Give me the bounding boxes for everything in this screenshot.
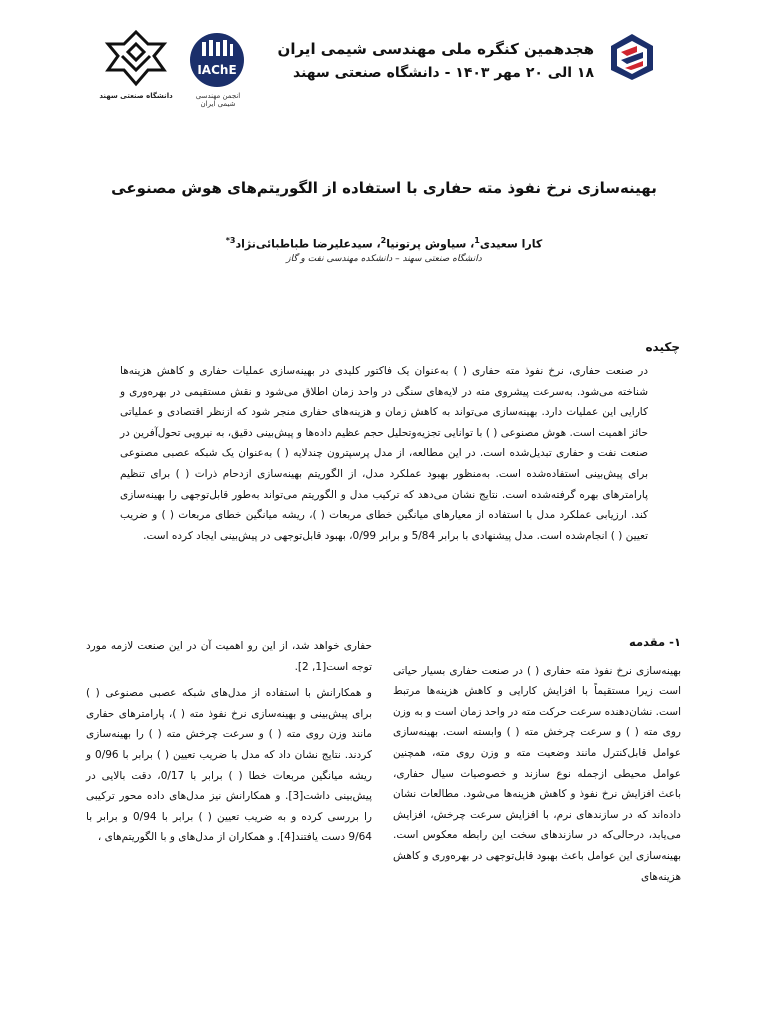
author-1-affil-mark: 1 bbox=[474, 236, 480, 245]
paper-authors bbox=[60, 232, 708, 254]
conference-title: هجدهمین کنگره ملی مهندسی شیمی ایران bbox=[277, 40, 594, 58]
sut-university-logo-icon bbox=[96, 26, 176, 96]
author-2: ، سیاوش پرتونیا bbox=[386, 237, 475, 251]
sut-caption: دانشگاه صنعتی سهند bbox=[99, 92, 173, 100]
conference-text-block bbox=[278, 38, 594, 84]
intro-column-right bbox=[393, 632, 681, 893]
author-2-affil-mark: 2 bbox=[380, 236, 387, 245]
conference-date-venue: ۱۸ الی ۲۰ مهر ۱۴۰۳ - دانشگاه صنعتی سهند bbox=[292, 65, 594, 81]
paper-affiliation: دانشگاه صنعتی سهند – دانشکده مهندسی نفت و گاز bbox=[286, 254, 482, 264]
iache-logo-text: IAChE bbox=[197, 63, 237, 77]
paper-title: بهینه‌سازی نرخ نفوذ مته حفاری با استفاده از الگوریتم‌های هوش مصنوعی bbox=[111, 179, 657, 197]
author-3-affil-mark: 3* bbox=[225, 236, 236, 245]
iache-logo-icon bbox=[188, 30, 246, 94]
intro-paragraph: بهینه‌سازی نرخ نفوذ مته حفاری ( ) در صنعت حفاری بسیار حیاتی است زیرا مستقیماً با افزایش کارایی و کاهش هزینه‌ها مرتبط است. نشان‌دهنده سرعت حرکت مته در واحد زمان است و به وزن روی مته ( ) و سرعت چرخش مته ( ) وابسته است. بهینه‌سازی عوامل قابل‌کنترل مانند وضعیت مته و وزن روی مته، همچنین عوامل محیطی ازجمله نوع سازند و خصوصیات سیال حفاری، باعث افزایش نرخ نفوذ و کاهش هزینه‌ها می‌شود. مطالعات نشان داده‌اند که در سازندهای نرم، با افزایش سرعت چرخش، افزایش می‌یابد، درحالی‌که در سازندهای سخت این رابطه معکوس است. بهینه‌سازی این عوامل باعث بهبود قابل‌توجهی در بهره‌وری و کاهش هزینه‌های bbox=[393, 664, 681, 883]
abstract-text: در صنعت حفاری، نرخ نفوذ مته حفاری ( ) به‌عنوان یک فاکتور کلیدی در بهینه‌سازی عملیات حفاری و کاهش هزینه‌ها شناخته می‌شود. به‌سرعت پیشروی مته در لایه‌های سنگی در واحد زمان اطلاق می‌شود و نقش مستقیمی در بهره‌وری و کارایی این عملیات دارد. بهینه‌سازی می‌تواند به کاهش زمان و هزینه‌های حفاری منجر شود که ازنظر اقتصادی و عملیاتی حائز اهمیت است. هوش مصنوعی ( ) با توانایی تجزیه‌وتحلیل حجم عظیم داده‌ها و پیش‌بینی دقیق، به نیرویی تحول‌آفرین در صنعت نفت و حفاری تبدیل‌شده است. در این مطالعه، از مدل پرسپترون چندلایه ( ) به‌عنوان یک شبکه عصبی مصنوعی برای پیش‌بینی استفاده‌شده است. به‌منظور بهبود عملکرد مدل، از الگوریتم بهینه‌سازی ازدحام ذرات ( ) برای تنظیم پارامترهای بهره گرفته‌شده است. نتایج نشان می‌دهد که ترکیب مدل و الگوریتم می‌تواند به‌طور قابل‌توجهی را بهینه‌سازی کند. ارزیابی عملکرد مدل با استفاده از معیارهای میانگین خطای مربعات ( )، ریشه میانگین خطای مربعات ( ) و ضریب تعیین ( ) انجام‌شده است. مدل پیشنهادی با برابر 5/84 و برابر 0/99، بهبود قابل‌توجهی در پیش‌بینی ایجاد کرده است. bbox=[120, 365, 648, 542]
conference-header bbox=[96, 24, 656, 108]
iache-caption: انجمن مهندسی شیمی ایران bbox=[195, 92, 241, 108]
literature-review-paragraph: و همکارانش با استفاده از مدل‌های شبکه عصبی مصنوعی ( ) برای پیش‌بینی و بهینه‌سازی نرخ نفوذ مته ( )، پارامترهای حفاری مانند وزن روی مته ( ) و سرعت چرخش مته ( ) را بهینه‌سازی کردند. نتایج نشان داد که مدل با ضریب تعیین ( ) برابر با 0/96 و ریشه میانگین مربعات خطا ( ) برابر با 0/17، دقت بالایی در پیش‌بینی داشت[3]. و همکارانش نیز مدل‌های داده محور ترکیبی را بررسی کرده و به ضریب تعیین ( ) برابر با 0/94 و برابر با 9/64 دست یافتند[4]. و همکاران از مدل‌های و با الگوریتم‌های ، bbox=[86, 687, 372, 844]
conference-logo-icon bbox=[607, 32, 657, 82]
author-1: کارا سعیدی bbox=[479, 237, 543, 251]
intro-heading: ۱- مقدمه bbox=[629, 635, 681, 649]
intro-paragraph-continued: حفاری خواهد شد، از این رو اهمیت آن در این صنعت لازمه مورد توجه است[1, 2]. bbox=[86, 640, 372, 673]
author-3: ، سیدعلیرضا طباطبائی‌نژاد bbox=[235, 237, 381, 251]
intro-column-left bbox=[86, 636, 372, 854]
abstract-heading: چکیده bbox=[645, 340, 680, 354]
